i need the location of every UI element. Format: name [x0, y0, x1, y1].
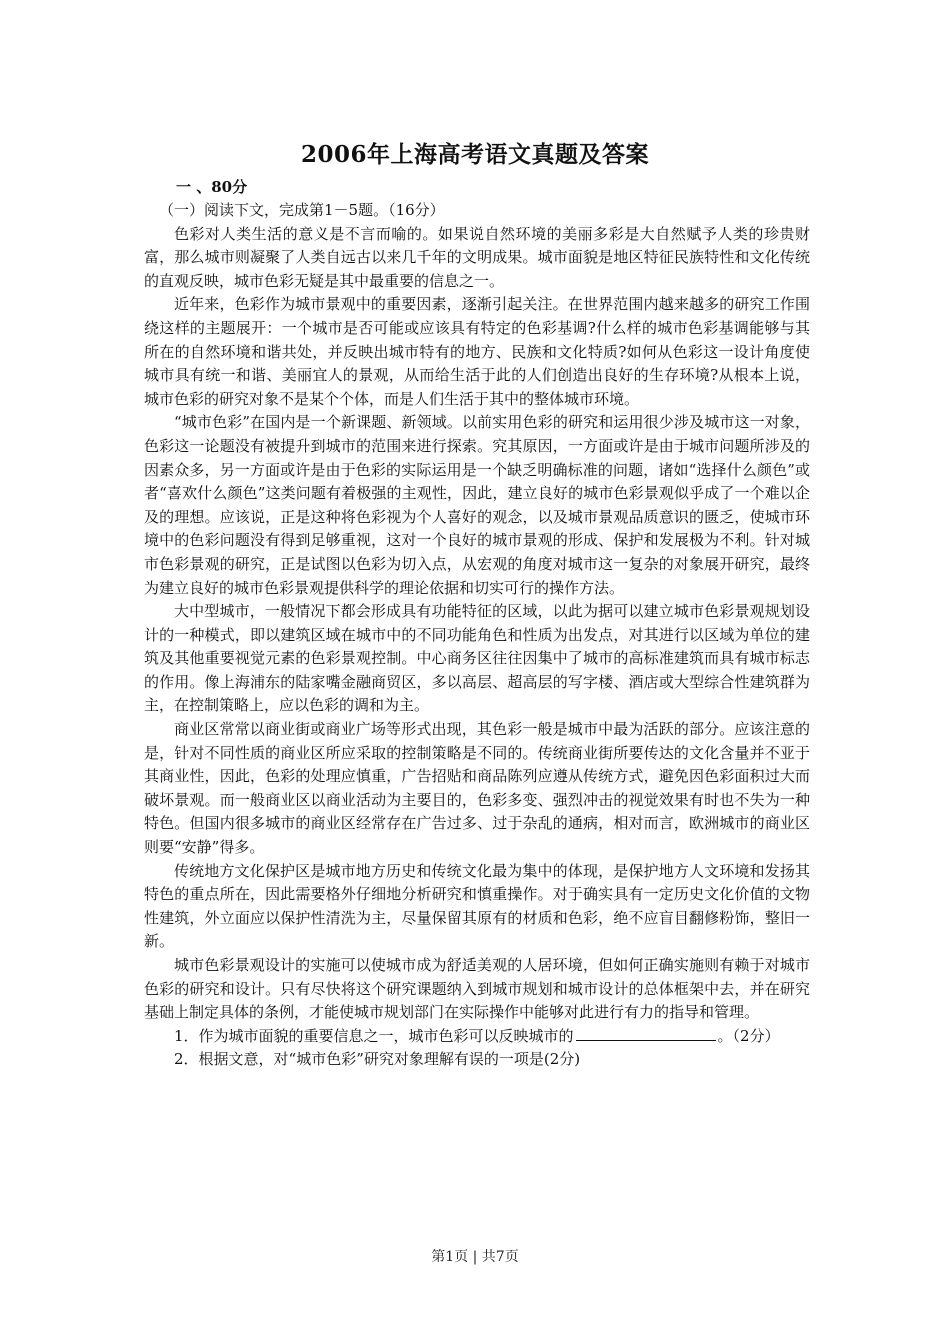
sub-heading: （一）阅读下文，完成第1－5题。（16分） — [159, 201, 445, 219]
question-1 — [144, 1025, 810, 1049]
paragraph-1: 色彩对人类生活的意义是不言而喻的。如果说自然环境的美丽多彩是大自然赋予人类的珍贵财富，那么城市则凝聚了人类自远古以来几千年的文明成果。城市面貌是地区特征民族特性和文化传统的直观反映，城市色彩无疑是其中最重要的信息之一。 — [144, 224, 810, 290]
question-1-suffix: 。（2分） — [717, 1026, 780, 1045]
paragraph-3: “城市色彩”在国内是一个新课题、新领域。以前实用色彩的研究和运用很少涉及城市这一对象，色彩这一论题没有被提升到城市的范围来进行探索。究其原因，一方面或许是由于城市问题所涉及的因素众多，另一方面或许是由于色彩的实际运用是一个缺乏明确标准的问题，诸如“选择什么颜色”或者“喜欢什么颜色”这类问题有着极强的主观性，因此，建立良好的城市色彩景观似乎成了一个难以企及的理想。应该说，正是这种将色彩视为个人喜好的观念，以及城市景观品质意识的匮乏，使城市环境中的色彩问题没有得到足够重视，这对一个良好的城市景观的形成、保护和发展极为不利。针对城市色彩景观的研究，正是试图以色彩为切入点，从宏观的角度对城市这一复杂的对象展开研究，最终为建立良好的城市色彩景观提供科学的理论依据和切实可行的操作方法。 — [144, 413, 810, 597]
paragraph-2: 近年来，色彩作为城市景观中的重要因素，逐渐引起关注。在世界范围内越来越多的研究工作围绕这样的主题展开：一个城市是否可能或应该具有特定的色彩基调?什么样的城市色彩基调能够与其所在的自然环境和谐共处，并反映出城市特有的地方、民族和文化特质?如何从色彩这一设计角度使城市具有统一和谐、美丽宜人的景观，从而给生活于此的人们创造出良好的生存环境?从根本上说，城市色彩的研究对象不是某个个体，而是人们生活于其中的整体城市环境。 — [144, 295, 810, 408]
answer-blank — [576, 1026, 716, 1041]
section-heading: 一 、80分 — [176, 178, 248, 196]
document-title: 2006年上海高考语文真题及答案 — [300, 141, 649, 168]
paragraph-5: 商业区常常以商业街或商业广场等形式出现，其色彩一般是城市中最为活跃的部分。应该注意的是，针对不同性质的商业区所应采取的控制策略是不同的。传统商业街所要传达的文化含量并不亚于其商业性，因此，色彩的处理应慎重，广告招贴和商品陈列应遵从传统方式，避免因色彩面积过大而破坏景观。而一般商业区以商业活动为主要目的，色彩多变、强烈冲击的视觉效果有时也不失为一种特色。但国内很多城市的商业区经常存在广告过多、过于杂乱的通病，相对而言，欧洲城市的商业区则要“安静”得多。 — [144, 720, 810, 857]
question-2: 2．根据文意，对“城市色彩”研究对象理解有误的一项是(2分) — [174, 1050, 581, 1069]
page-footer: 第1页 | 共7页 — [431, 1249, 519, 1265]
paragraph-4: 大中型城市，一般情况下都会形成具有功能特征的区域，以此为据可以建立城市色彩景观规划设计的一种模式，即以建筑区域在城市中的不同功能角色和性质为出发点，对其进行以区域为单位的建筑及其他重要视觉元素的色彩景观控制。中心商务区往往因集中了城市的高标准建筑而具有城市标志的作用。像上海浦东的陆家嘴金融商贸区，多以高层、超高层的写字楼、酒店或大型综合性建筑群为主，在控制策略上，应以色彩的调和为主。 — [144, 602, 810, 715]
paragraph-7: 城市色彩景观设计的实施可以使城市成为舒适美观的人居环境，但如何正确实施则有赖于对城市色彩的研究和设计。只有尽快将这个研究课题纳入到城市规划和城市设计的总体框架中去，并在研究基础上制定具体的条例，才能使城市规划部门在实际操作中能够对此进行有力的指导和管理。 — [144, 956, 810, 1022]
paragraph-6: 传统地方文化保护区是城市地方历史和传统文化最为集中的体现，是保护地方人文环境和发扬其特色的重点所在，因此需要格外仔细地分析研究和慎重操作。对于确实具有一定历史文化价值的文物性建筑，外立面应以保护性清洗为主，尽量保留其原有的材质和色彩，绝不应盲目翻修粉饰，整旧一新。 — [144, 861, 810, 951]
document-body — [144, 176, 810, 1072]
question-1-prefix: 1．作为城市面貌的重要信息之一，城市色彩可以反映城市的 — [174, 1026, 574, 1045]
